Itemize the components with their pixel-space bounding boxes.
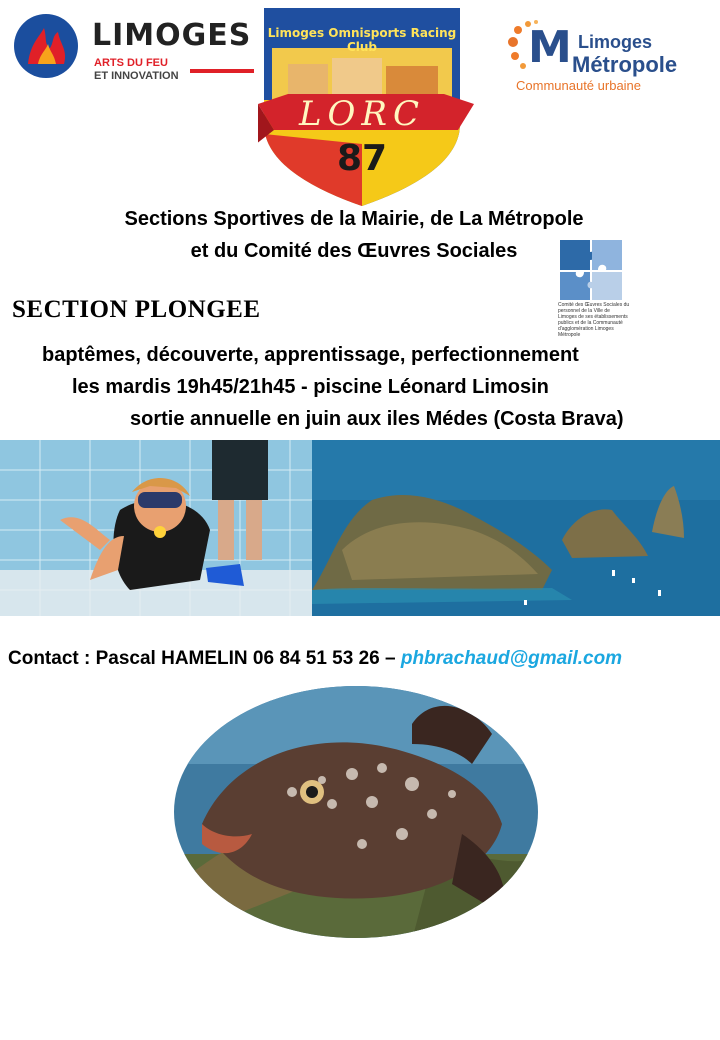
- limoges-logo: [14, 14, 252, 82]
- limoges-tagline-2: ET INNOVATION: [94, 70, 179, 82]
- info-line-activities: baptêmes, découverte, apprentissage, perfectionnement: [42, 344, 579, 366]
- limoges-emblem-icon: [14, 14, 78, 78]
- medes-islands-photo: [312, 440, 720, 616]
- metropole-line-2: Métropole: [572, 52, 678, 77]
- cos-text: Comité des Œuvres Sociales du personnel de la Ville de Limoges de ses établissements publics et de la Communauté d'agglomération Limoges Métropole: [558, 302, 630, 338]
- lorc-number: 87: [336, 138, 388, 179]
- diver-photo: [0, 440, 312, 616]
- limoges-name: LIMOGES: [92, 18, 252, 53]
- lorc-crest: [258, 4, 474, 210]
- limoges-tagline-1: ARTS DU FEU: [94, 57, 168, 69]
- cos-logo: [556, 238, 630, 338]
- header-line-1: Sections Sportives de la Mairie, de La Métropole: [124, 208, 584, 230]
- puzzle-icon: [556, 238, 630, 302]
- lorc-club-name: Limoges Omnisports Racing Club: [267, 26, 457, 54]
- metropole-m-letter: M: [528, 22, 572, 73]
- lorc-acronym: LORC: [298, 94, 426, 134]
- header-line-2: et du Comité des Œuvres Sociales: [190, 240, 518, 262]
- metropole-line-3: Communauté urbaine: [516, 78, 642, 93]
- info-line-schedule: les mardis 19h45/21h45 - piscine Léonard Limosin: [72, 376, 549, 398]
- contact-line: [8, 648, 622, 670]
- contact-label: Contact : Pascal HAMELIN 06 84 51 53 26 –: [8, 648, 401, 669]
- metropole-logo: [508, 18, 678, 98]
- grouper-fish-photo: [172, 684, 540, 940]
- contact-email-link[interactable]: phbrachaud@gmail.com: [400, 648, 623, 669]
- metropole-line-1: Limoges: [578, 32, 653, 52]
- section-title: SECTION PLONGEE: [12, 296, 261, 323]
- limoges-red-bar: [190, 69, 254, 73]
- info-line-trip: sortie annuelle en juin aux iles Médes (Costa Brava): [130, 408, 624, 430]
